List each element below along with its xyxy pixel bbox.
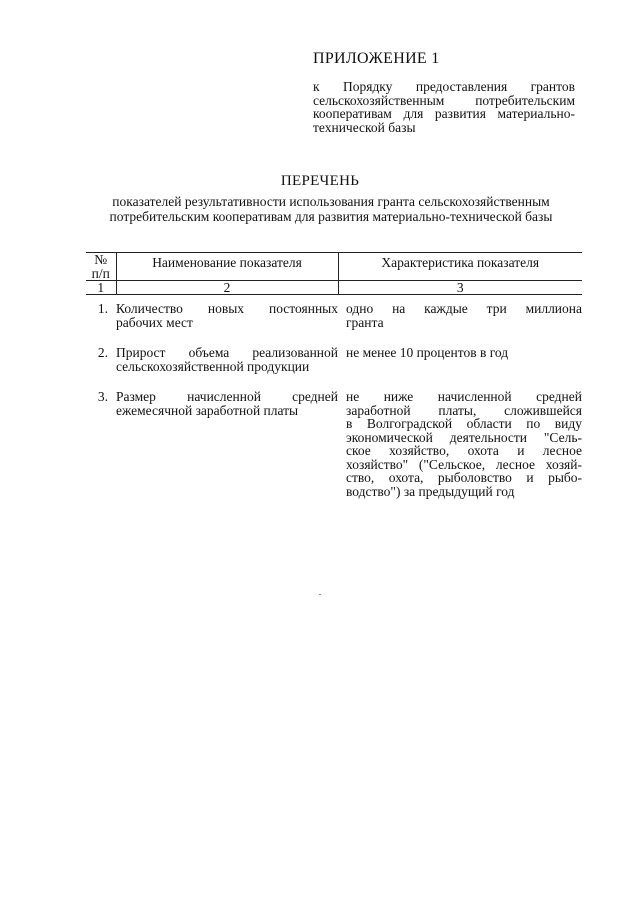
appendix-title: ПРИЛОЖЕНИЕ 1 [313,50,440,67]
column-number: 1 [86,281,116,295]
list-subtitle [86,194,576,224]
characteristic-line: не менее 10 процентов в год [346,345,509,360]
scan-speck [319,594,321,595]
characteristic-line: в Волгоградской области по виду [346,416,582,431]
header-characteristic: Характеристика показателя [338,253,582,281]
list-subtitle-line: потребительским кооперативам для развития материально-технической базы [109,209,553,224]
characteristic-line: гранта [346,314,384,330]
indicator-name-line: ежемесячной заработной платы [116,402,299,418]
characteristic-line: заработной платы, сложившейся [346,402,582,418]
indicator-name-line: Размер начисленной средней [116,389,338,404]
table-row [86,390,582,498]
indicators-table [86,252,582,498]
appendix-subtitle-line: сельскохозяйственным потребительским [313,92,575,108]
indicator-name [116,346,338,373]
indicator-characteristic [338,390,582,498]
characteristic-line: одно на каждые три миллиона [346,301,582,316]
row-number: 3. [97,389,108,404]
indicator-name-line: Количество новых постоянных [116,301,338,316]
row-number: 2. [97,345,108,360]
characteristic-line: ство, охота, рыболовство и рыбо- [346,470,582,485]
characteristic-line: ское хозяйство, охота и лесное [346,443,582,458]
header-name: Наименование показателя [116,253,338,281]
appendix-subtitle-line: кооперативам для развития материально- [313,106,575,121]
column-number: 3 [338,281,582,295]
characteristic-line: хозяйство" ("Сельское, лесное хозяй- [346,456,582,472]
indicator-name [116,390,338,498]
appendix-subtitle-line: технической базы [313,119,416,135]
characteristic-line: экономической деятельности "Сель- [346,429,582,445]
indicator-name-line: Прирост объема реализованной [116,345,338,360]
header-number-line1: № [94,252,108,267]
header-number-line2: п/п [91,265,110,281]
column-number: 2 [116,281,338,295]
table-row [86,346,582,373]
indicator-name-line: рабочих мест [116,314,193,330]
list-title: ПЕРЕЧЕНЬ [280,173,360,189]
appendix-subtitle [313,80,575,134]
characteristic-line: не ниже начисленной средней [346,389,582,404]
header-number [86,253,116,281]
indicator-name-line: сельскохозяйственной продукции [116,358,310,374]
table-row [86,302,582,329]
appendix-subtitle-line: к Порядку предоставления грантов [313,79,575,94]
list-subtitle-line: показателей результативности использования гранта сельскохозяйственным [112,194,550,209]
row-number: 1. [97,301,108,316]
indicator-name [116,302,338,329]
indicator-characteristic [338,346,582,373]
table-header-row [86,253,582,281]
characteristic-line: водство") за предыдущий год [346,483,515,499]
indicator-characteristic [338,302,582,329]
column-numbers-row [86,281,582,295]
